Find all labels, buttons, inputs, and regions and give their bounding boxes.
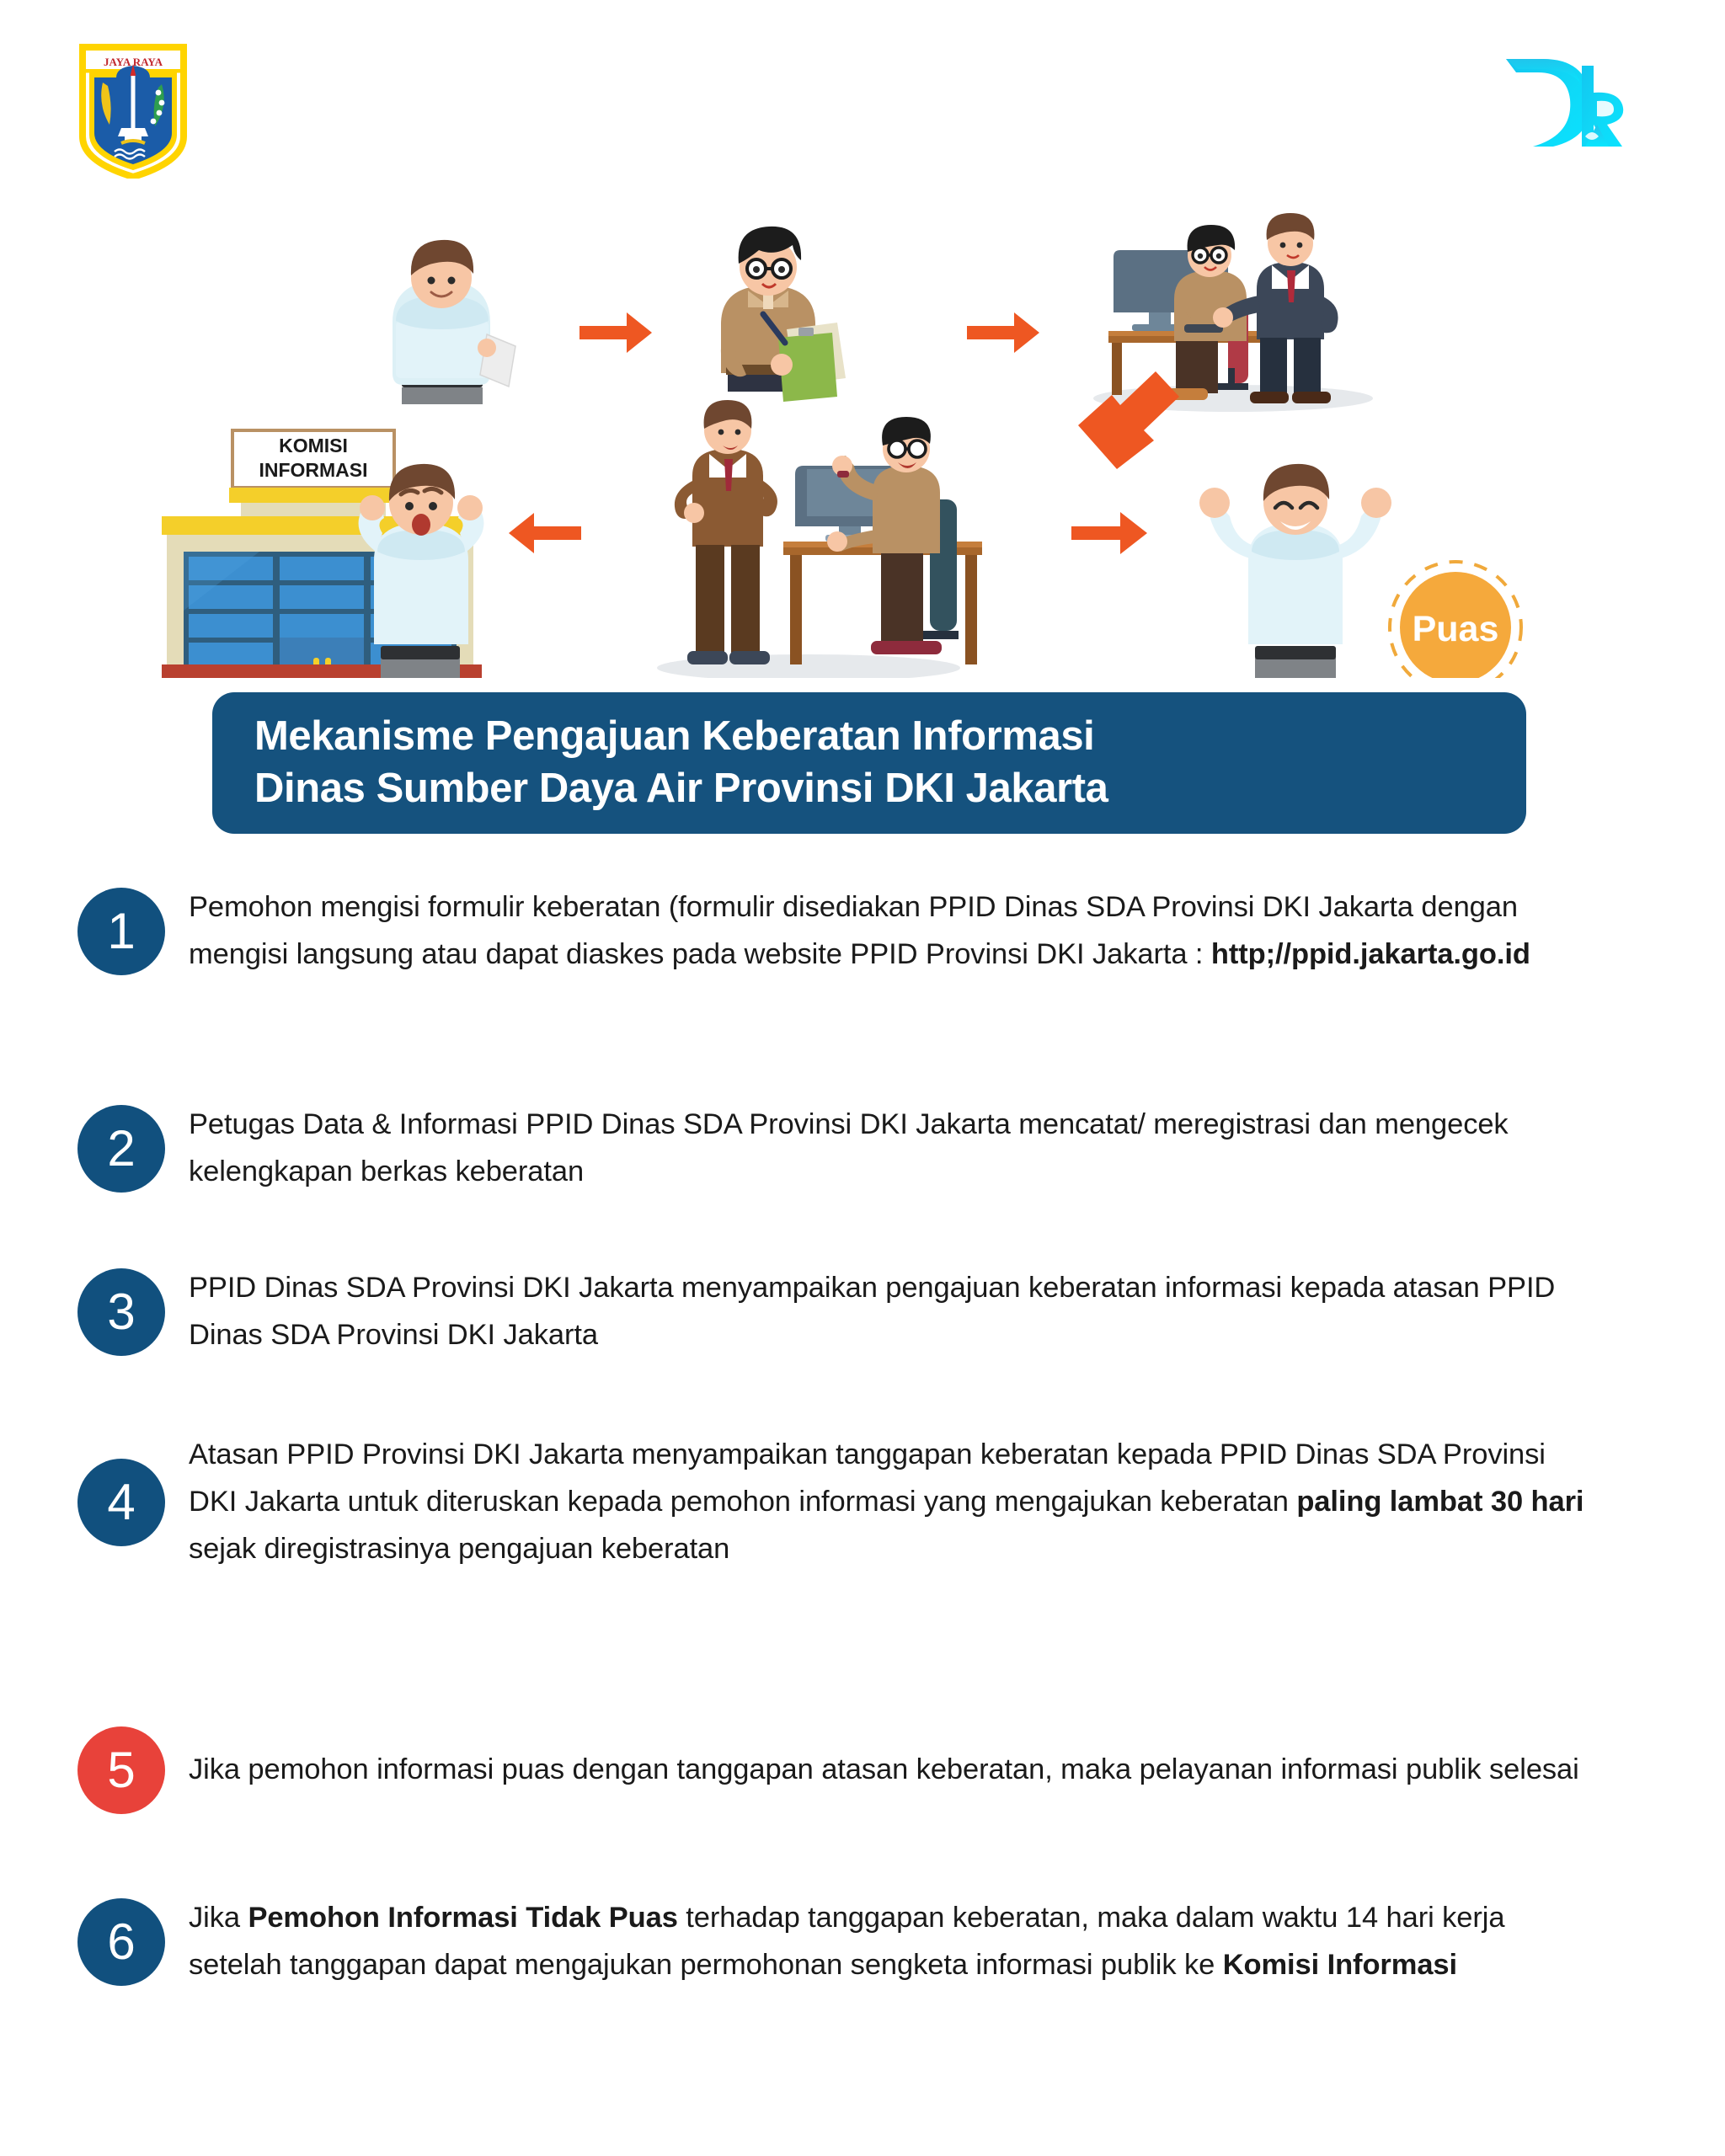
step-badge-1: 1 [77,888,165,975]
step-badge-3: 3 [77,1268,165,1356]
arrow-right-bottom [1071,512,1147,554]
step-text-3: PPID Dinas SDA Provinsi DKI Jakarta menyampaikan pengajuan keberatan informasi kepada atasan PPID Dinas SDA Provinsi DKI Jakarta [189,1272,1556,1351]
building-sign-line2: INFORMASI [259,459,368,481]
badge-label: Puas [1412,609,1499,649]
step-text-4: Atasan PPID Provinsi DKI Jakarta menyampaikan tanggapan keberatan kepada PPID Dinas SDA Provinsi DKI Jakarta untuk diteruskan kepada pemohon informasi yang mengajukan keberatan paling lambat 30 hari sejak diregistrasinya pengajuan keberatan [189,1438,1584,1565]
scene-applicant-with-form [393,240,515,404]
dsda-logo-icon [1491,44,1642,149]
scene-staff-at-desk-with-supervisor [1093,213,1373,412]
step-badge-4: 4 [77,1459,165,1546]
scene-officer-with-clipboard [721,227,846,402]
step-item-2 [77,1102,1678,1196]
arrow-left-bottom [509,513,581,553]
scene-satisfied-applicant [1199,464,1391,678]
title-banner [212,692,1526,834]
step-badge-5: 5 [77,1726,165,1814]
step-item-5 [77,1726,1678,1814]
building-sign-line1: KOMISI [279,435,348,456]
step-text-6: Jika Pemohon Informasi Tidak Puas terhadap tanggapan keberatan, maka dalam waktu 14 hari kerja setelah tanggapan dapat mengajukan permohonan sengketa informasi publik ke Komisi Informasi [189,1902,1505,1981]
step-item-6 [77,1895,1678,1989]
title-line-1: Mekanisme Pengajuan Keberatan Informasi [254,713,1095,760]
process-illustration [0,156,1725,678]
arrow-right-2 [967,312,1039,353]
step-text-2: Petugas Data & Informasi PPID Dinas SDA Provinsi DKI Jakarta mencatat/ meregistrasi dan mengecek kelengkapan berkas keberatan [189,1108,1509,1187]
step-item-4 [77,1432,1678,1573]
step-text-5: Jika pemohon informasi puas dengan tanggapan atasan keberatan, maka pelayanan informasi publik selesai [189,1753,1579,1786]
step-badge-2: 2 [77,1105,165,1193]
arrow-diagonal-down-left [1078,371,1179,469]
step-item-1 [77,884,1678,979]
satisfaction-badge [1390,562,1521,678]
step-text-1: Pemohon mengisi formulir keberatan (formulir disediakan PPID Dinas SDA Provinsi DKI Jakarta dengan mengisi langsung atau dapat diaskes pada website PPID Provinsi DKI Jakarta : http;//ppid.jakarta.go.id [189,891,1530,970]
title-line-2: Dinas Sumber Daya Air Provinsi DKI Jakarta [254,766,1108,811]
scene-supervisor-and-officer-at-desk [657,400,982,678]
emblem-motto-text: JAYA RAYA [104,56,163,68]
step-badge-6: 6 [77,1898,165,1986]
step-item-3 [77,1265,1678,1359]
arrow-right-1 [579,312,652,353]
